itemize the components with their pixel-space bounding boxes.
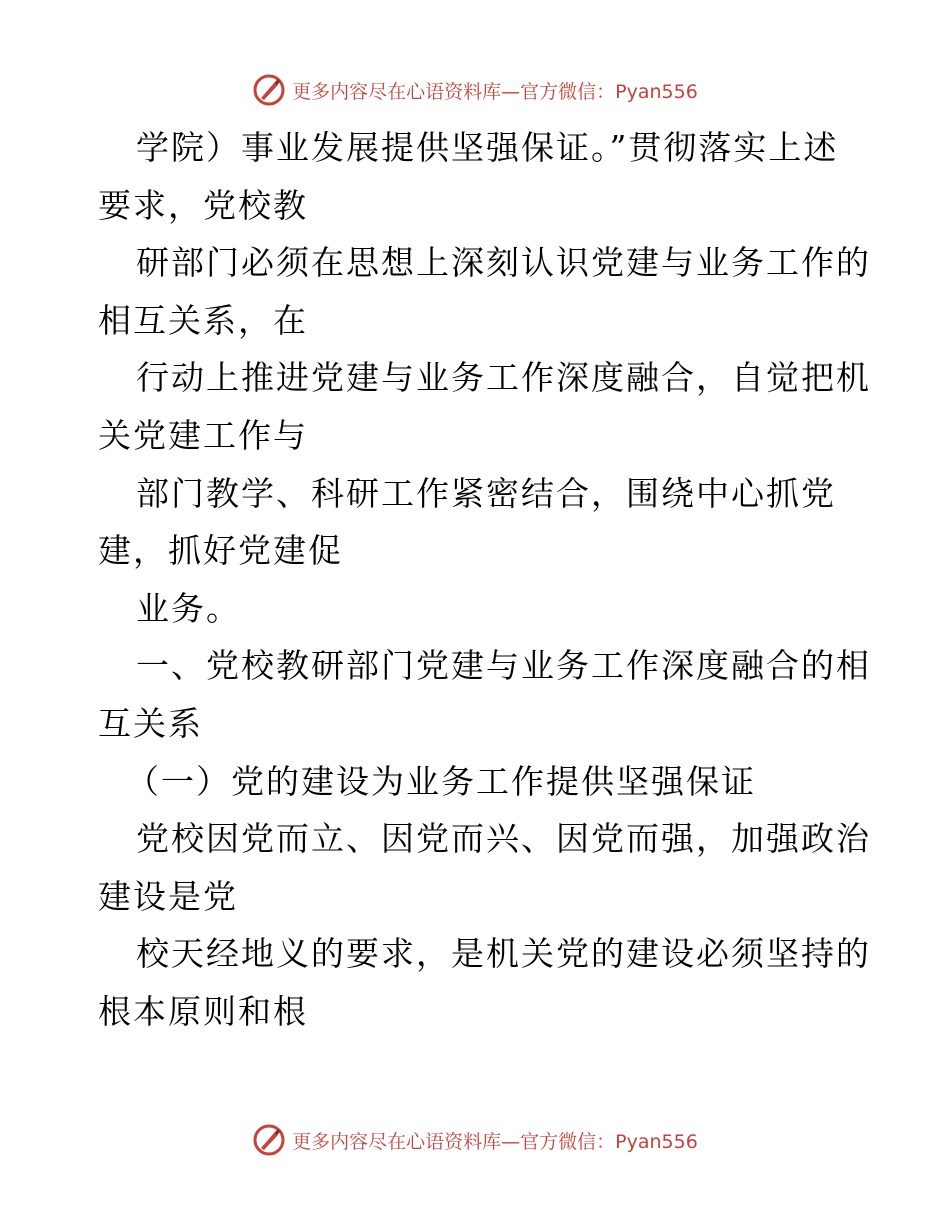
- pen-logo-icon: [252, 1123, 286, 1157]
- pen-logo-icon: [252, 73, 286, 107]
- document-body: [98, 119, 871, 1041]
- text-line: 关党建工作与: [98, 415, 308, 455]
- header-watermark: [0, 70, 950, 110]
- text-line: 学院）事业发展提供坚强保证。”贯彻落实上述: [136, 128, 839, 167]
- text-line: 行动上推进党建与业务工作深度融合，自觉把机: [136, 358, 871, 398]
- text-line: 要求，党校教: [98, 185, 308, 225]
- section-heading: 一、党校教研部门党建与业务工作深度融合的相: [136, 646, 871, 686]
- text-line: 党校因党而立、因党而兴、因党而强，加强政治: [136, 819, 871, 859]
- section-heading-continued: 互关系: [98, 703, 203, 743]
- text-line: 建，抓好党建促: [98, 531, 343, 571]
- text-line: 部门教学、科研工作紧密结合，围绕中心抓党: [136, 473, 836, 513]
- text-line: 业务。: [136, 588, 241, 628]
- text-line: 相互关系，在: [98, 300, 308, 340]
- text-line: 根本原则和根: [98, 991, 308, 1031]
- text-line: 研部门必须在思想上深刻认识党建与业务工作的: [136, 243, 871, 283]
- text-line: 建设是党: [98, 876, 238, 916]
- watermark-text: 更多内容尽在心语资料库—官方微信：Pyan556: [292, 1130, 698, 1153]
- text-line: 校天经地义的要求，是机关党的建设必须坚持的: [136, 934, 871, 974]
- footer-watermark: [0, 1120, 950, 1160]
- watermark-text: 更多内容尽在心语资料库—官方微信：Pyan556: [292, 80, 698, 103]
- subsection-heading: （一）党的建设为业务工作提供坚强保证: [126, 761, 756, 801]
